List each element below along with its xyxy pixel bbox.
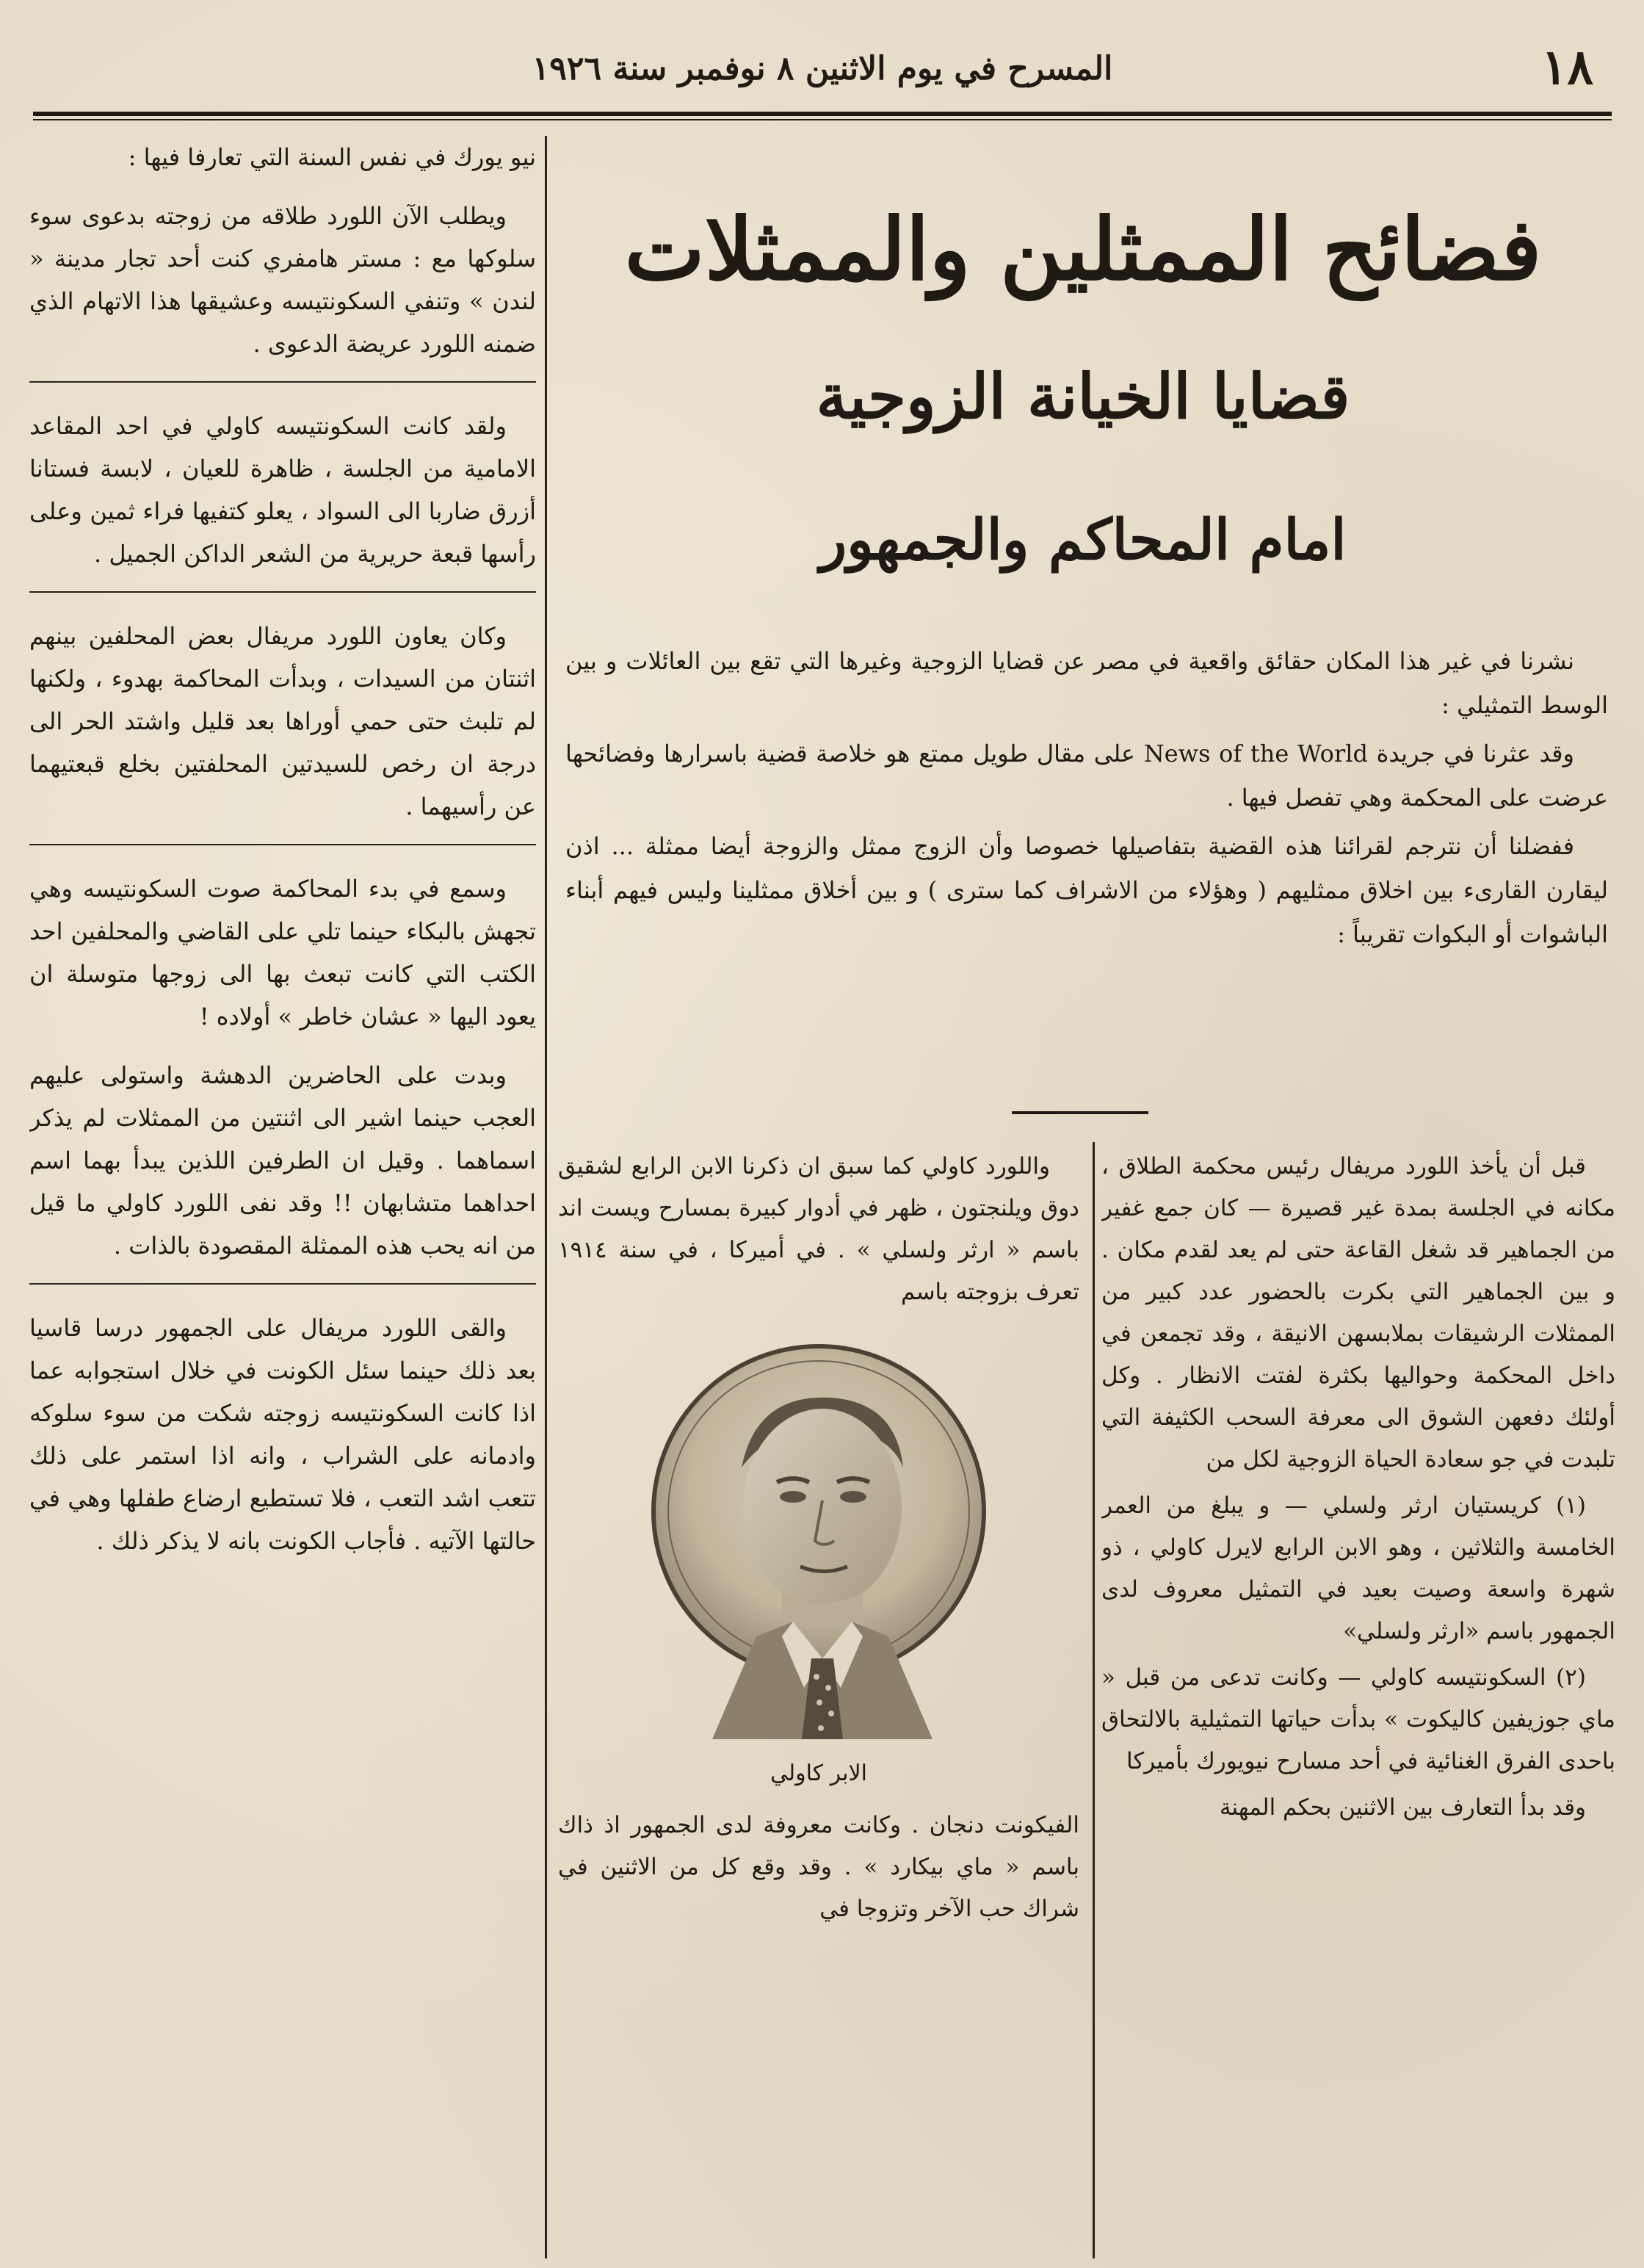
header-rule <box>33 112 1612 116</box>
portrait-photo <box>646 1343 991 1739</box>
intro-paragraph: وقد عثرنا في جريدة News of the World على مقال طويل ممتع هو خلاصة قضية باسرارها وفضائحها عرضت على المحكمة وهي تفصل فيها . <box>565 740 1608 812</box>
page-number: ١٨ <box>1541 38 1593 95</box>
article-intro <box>565 639 1608 1080</box>
middle-lower-column <box>558 1146 1079 2255</box>
right-lower-column <box>1101 1146 1615 2255</box>
left-paragraph: والقى اللورد مريفال على الجمهور درسا قاسيا بعد ذلك حينما سئل الكونت في خلال استجوابه عما اذا كانت السكونتيسه زوجته شكت من سوء سلوكه وادمانه على الشراب ، وانه اذا استمر على ذلك تتعب اشد التعب ، فلا تستطيع ارضاع طفلها وهي في حالتها الآتيه . فأجاب الكونت بانه لا يذكر ذلك . <box>29 1314 536 1555</box>
left-paragraph: وسمع في بدء المحاكمة صوت السكونتيسه وهي تجهش بالبكاء حينما تلي على القاضي والمحلفين احد الكتب التي كانت تبعث بها الى زوجها متوسلة ان يعود اليها « عشان خاطر » أولاده ! <box>29 875 536 1030</box>
left-paragraph: نيو يورك في نفس السنة التي تعارفا فيها : <box>128 143 536 171</box>
paragraph-separator <box>29 1283 536 1285</box>
section-rule <box>1012 1111 1148 1114</box>
right-paragraph: قبل أن يأخذ اللورد مريفال رئيس محكمة الطلاق ، مكانه في الجلسة بمدة غير قصيرة — كان جمع غفير من الجماهير قد شغل القاعة حتى لم يعد لقدم مكان . و بين الجماهير التي بكرت بالحضور عدد كبير من الممثلات الرشيقات بملابسهن الانيقة ، وقد تجمعن في داخل المحكمة وحواليها بكثرة لفتت الانظار . وكل أولئك دفعهن الشوق الى معرفة السحب الكثيفة التي تلبدت في جو سعادة الحياة الزوجية لكل من <box>1101 1153 1615 1473</box>
column-divider-lower <box>1093 1142 1095 2258</box>
left-paragraph: ويطلب الآن اللورد طلاقه من زوجته بدعوى سوء سلوكها مع : مستر هامفري كنت أحد تجار مدينة « لندن » وتنفي السكونتيسه وعشيقها هذا الاتهام الذي ضمنه اللورد عريضة الدعوى . <box>29 202 536 358</box>
running-header <box>29 29 1615 110</box>
left-paragraph: ولقد كانت السكونتيسه كاولي في احد المقاعد الامامية من الجلسة ، ظاهرة للعيان ، لابسة فستانا أزرق ضاربا الى السواد ، يعلو كتفيها فراء ثمين وعلى رأسها قبعة حريرية من الشعر الداكن الجميل . <box>29 412 536 568</box>
article-title: فضائح الممثلين والممثلات <box>624 200 1542 300</box>
paragraph-separator <box>29 381 536 383</box>
portrait-caption: الابر كاولي <box>770 1760 867 1786</box>
middle-paragraph-top: واللورد كاولي كما سبق ان ذكرنا الابن الرابع لشقيق دوق ويلنجتون ، ظهر في أدوار كبيرة بمسارح ويست اند باسم « ارثر ولسلي » . في أميركا ، في سنة ١٩١٤ تعرف بزوجته باسم <box>558 1153 1079 1305</box>
intro-paragraph: نشرنا في غير هذا المكان حقائق واقعية في مصر عن قضايا الزوجية وغيرها التي تقع بين العائلات و بين الوسط التمثيلي : <box>565 647 1608 719</box>
intro-paragraph: ففضلنا أن نترجم لقرائنا هذه القضية بتفاصيلها خصوصا وأن الزوج ممثل والزوجة أيضا ممثلة ... اذن ليقارن القارىء بين اخلاق ممثليهم ( وهؤلاء من الاشراف كما سترى ) و بين أخلاق ممثلينا وليس فيهم أبناء الباشوات أو البكوات تقريباً : <box>565 832 1608 948</box>
column-divider-left <box>545 136 547 2258</box>
left-paragraph: وكان يعاون اللورد مريفال بعض المحلفين بينهم اثنتان من السيدات ، وبدأت المحاكمة بهدوء ، ولكنها لم تلبث حتى حمي أوراها بعد قليل واشتد الحر الى درجة ان رخص للسيدتين المحلفتين بخلع قبعتيهما عن رأسيهما . <box>29 622 536 820</box>
right-paragraph: (٢) السكونتيسه كاولي — وكانت تدعى من قبل « ماي جوزيفين كاليكوت » بدأت حياتها التمثيلية بالالتحاق باحدى الفرق الغنائية في أحد مسارح نيويورك بأميركا <box>1101 1664 1615 1774</box>
article-subtitle: قضايا الخيانة الزوجية <box>816 360 1350 433</box>
paragraph-separator <box>29 844 536 845</box>
article-heading <box>551 136 1615 621</box>
right-paragraph: وقد بدأ التعارف بين الاثنين بحكم المهنة <box>1219 1794 1586 1821</box>
running-head-text: المسرح في يوم الاثنين ٨ نوفمبر سنة ١٩٢٦ <box>532 50 1113 87</box>
paragraph-separator <box>29 591 536 593</box>
article-subtitle-secondary: امام المحاكم والجمهور <box>819 507 1347 572</box>
right-paragraph: (١) كريستيان ارثر ولسلي — و يبلغ من العمر الخامسة والثلاثين ، وهو الابن الرابع لايرل كاولي ، ذو شهرة واسعة وصيت بعيد في التمثيل معروف لدى الجمهور باسم «ارثر ولسلي» <box>1101 1492 1615 1644</box>
header-rule-thin <box>33 119 1612 120</box>
left-column <box>29 136 536 2258</box>
middle-paragraph-bottom: الفيكونت دنجان . وكانت معروفة لدى الجمهور اذ ذاك باسم « ماي بيكارد » . وقد وقع كل من الاثنين في شراك حب الآخر وتزوجا في <box>558 1812 1079 1922</box>
left-paragraph: وبدت على الحاضرين الدهشة واستولى عليهم العجب حينما اشير الى اثنتين من الممثلات لم يذكر اسماهما . وقيل ان الطرفين اللذين يبدأ بهما اسم احداهما متشابهان !! وقد نفى اللورد كاولي ما قيل من انه يحب هذه الممثلة المقصودة بالذات . <box>29 1061 536 1260</box>
